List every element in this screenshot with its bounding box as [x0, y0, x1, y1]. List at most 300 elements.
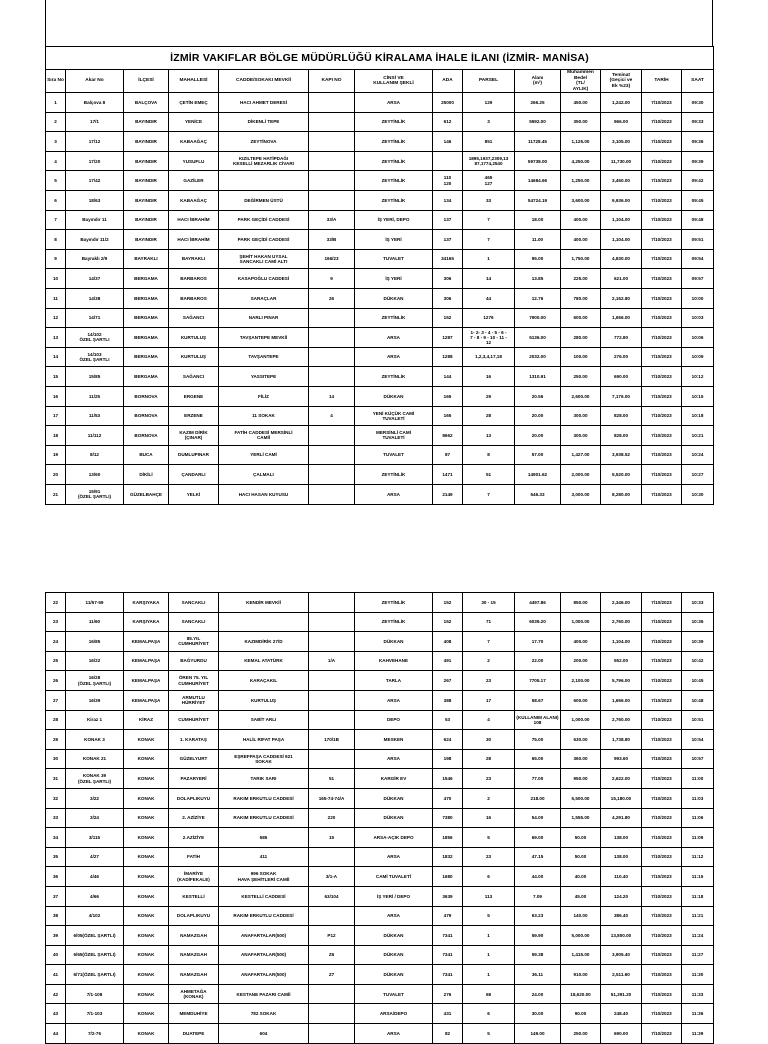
table-cell: 7/10/2023	[642, 1004, 682, 1024]
table-cell: MERSİNLİ CAMİ TUVALETİ	[355, 426, 433, 446]
table-cell: 7/10/2023	[642, 886, 682, 906]
table-cell: 29	[46, 730, 66, 750]
table-cell: 4	[463, 710, 515, 730]
table-cell: 1,427.00	[561, 445, 601, 465]
table-cell: 8662	[433, 426, 463, 446]
table-cell: BORNOVA	[124, 406, 169, 426]
table-cell: 10	[46, 269, 66, 289]
table-cell: 11/57-59	[66, 593, 124, 613]
table-cell: 2149	[433, 484, 463, 504]
table-cell	[309, 690, 355, 710]
table-cell: 1,104.00	[601, 230, 642, 250]
table-cell: 612	[433, 112, 463, 132]
table-cell: 910.00	[561, 965, 601, 985]
table-cell: 138.00	[601, 828, 642, 848]
table-cell: 3,450.00	[601, 171, 642, 191]
table-cell: GÜZELYURT	[169, 749, 219, 769]
table-cell	[309, 151, 355, 171]
column-header: Teminat (Geçici ve Ek %23)	[601, 70, 642, 93]
table-cell: 360.00	[561, 749, 601, 769]
table-cell: 10:57	[682, 749, 714, 769]
table-cell: BARBAROS	[169, 289, 219, 309]
table-cell: KONAK	[124, 1024, 169, 1044]
table-cell: 26	[309, 289, 355, 309]
table-cell: 8/12	[66, 445, 124, 465]
table-cell: 1,125.00	[561, 132, 601, 152]
table-cell: 5,500.00	[561, 788, 601, 808]
table-cell: 8,280.00	[601, 484, 642, 504]
table-cell: KONAK 21	[66, 749, 124, 769]
table-cell: 33	[463, 191, 515, 211]
table-cell: KAZIM DİRİK (ÇINAR)	[169, 426, 219, 446]
table-cell: DİKENLİ TEPE	[219, 112, 309, 132]
table-cell: 5	[463, 1024, 515, 1044]
table-cell: 1680	[433, 867, 463, 887]
table-cell: 11:00	[682, 769, 714, 789]
table-cell: KONAK 39 (ÖZEL ŞARTLI)	[66, 769, 124, 789]
table-cell: BORNOVA	[124, 426, 169, 446]
table-cell: 134	[433, 191, 463, 211]
table-cell: 44.00	[515, 867, 561, 887]
table-row	[46, 671, 714, 691]
table-cell: 450.00	[561, 93, 601, 113]
table-cell: 20.00	[515, 406, 561, 426]
table-cell: 152	[433, 593, 463, 613]
table-cell: 7	[463, 210, 515, 230]
table-row	[46, 112, 714, 132]
table-cell: 2,152.80	[601, 289, 642, 309]
table-cell: TARLA	[355, 671, 433, 691]
table-cell: 11:36	[682, 1004, 714, 1024]
table-cell: 10:51	[682, 710, 714, 730]
table-cell: 1	[46, 93, 66, 113]
table-cell: 24	[46, 632, 66, 652]
table-cell: 20	[46, 465, 66, 485]
table-cell: ÖREN 75. YIL CUMHURİYET	[169, 671, 219, 691]
table-cell: 7/10/2023	[642, 671, 682, 691]
table-cell: 11:03	[682, 788, 714, 808]
table-cell: 4,830.00	[601, 249, 642, 269]
table-cell	[309, 632, 355, 652]
table-cell: 7/10/2023	[642, 289, 682, 309]
column-header: TARİH	[642, 70, 682, 93]
table-row	[46, 1004, 714, 1024]
table-cell: 479	[433, 906, 463, 926]
table-cell: 10:36	[682, 612, 714, 632]
column-header: SAAT	[682, 70, 714, 93]
table-cell: 10:27	[682, 465, 714, 485]
table-cell: DOLAPLIKUYU	[169, 788, 219, 808]
table-cell: 16	[463, 367, 515, 387]
table-cell: İŞ YERİ, DEPO	[355, 210, 433, 230]
table-cell: 624	[433, 730, 463, 750]
table-cell: 7/10/2023	[642, 151, 682, 171]
table-cell: 14/71	[66, 308, 124, 328]
table-cell: 32	[46, 788, 66, 808]
table-cell: 85.YIL CUMHURİYET	[169, 632, 219, 652]
table-cell: 250.00	[561, 367, 601, 387]
table-cell: YENİ KÜÇÜK CAMİ TUVALETİ	[355, 406, 433, 426]
table-cell: Z6	[309, 945, 355, 965]
table-cell: KARGİR EV	[355, 769, 433, 789]
table-cell: 470	[433, 788, 463, 808]
table-cell: 1,250.00	[561, 171, 601, 191]
table-cell: 29	[463, 386, 515, 406]
table-cell: 5,796.00	[601, 671, 642, 691]
table-cell: YENİCE	[169, 112, 219, 132]
table-cell: SABİT ARLI	[219, 710, 309, 730]
table-cell: 3,600.00	[561, 191, 601, 211]
table-cell: KEMALPAŞA	[124, 690, 169, 710]
table-cell: BAYRAKLI	[169, 249, 219, 269]
table-cell: 18/63	[66, 191, 124, 211]
table-cell: ZEYTİNLİK	[355, 465, 433, 485]
table-cell: 7.09	[515, 886, 561, 906]
table-cell: KARŞIYAKA	[124, 593, 169, 613]
table-cell: 7/10/2023	[642, 249, 682, 269]
table-cell: 10:39	[682, 632, 714, 652]
table-cell: 19	[46, 445, 66, 465]
table-cell: BARBAROS	[169, 269, 219, 289]
table-cell: 7/10/2023	[642, 386, 682, 406]
table-cell: 3,000.00	[561, 484, 601, 504]
table-cell: 600.00	[561, 308, 601, 328]
table-cell: ZEYTİNLİK	[355, 112, 433, 132]
table-cell: 95.00	[515, 249, 561, 269]
table-cell: 21	[46, 484, 66, 504]
table-cell	[309, 112, 355, 132]
table-cell	[309, 171, 355, 191]
table-cell: 09:51	[682, 230, 714, 250]
table-cell: 47.15	[515, 847, 561, 867]
table-row	[46, 328, 714, 348]
table-cell: 7/10/2023	[642, 965, 682, 985]
table-cell: 306	[433, 269, 463, 289]
table-cell: 7/10/2023	[642, 171, 682, 191]
table-cell: BUCA	[124, 445, 169, 465]
table-cell: Balçova 8	[66, 93, 124, 113]
table-cell: 6	[46, 191, 66, 211]
table-cell: 59738.00	[515, 151, 561, 171]
table-cell: 2. AZİZİYE	[169, 808, 219, 828]
table-cell: ERZENE	[169, 406, 219, 426]
table-cell: 5	[463, 828, 515, 848]
column-header: Sıra No	[46, 70, 66, 93]
table-cell: 225.00	[561, 269, 601, 289]
table-cell: 7/10/2023	[642, 945, 682, 965]
table-cell: 7/10/2023	[642, 828, 682, 848]
table-cell: 10:24	[682, 445, 714, 465]
table-cell: 1- 2- 3 - 4 - 5 - 6 - 7 - 8 - 9 - 10 - 11 - 12	[463, 328, 515, 348]
table-cell: KARAÇAKIL	[219, 671, 309, 691]
table-cell: 7/10/2023	[642, 749, 682, 769]
table-cell: 7	[46, 210, 66, 230]
table-cell: 1	[463, 965, 515, 985]
table-cell: 1/A	[309, 651, 355, 671]
table-cell: MEMDUHİYE	[169, 1004, 219, 1024]
table-cell: 165	[433, 406, 463, 426]
table-row	[46, 984, 714, 1004]
table-cell: 7/10/2023	[642, 210, 682, 230]
table-cell: 7/10/2023	[642, 710, 682, 730]
table-cell: 1471	[433, 465, 463, 485]
table-cell: TARIK SARI	[219, 769, 309, 789]
table-cell: 5	[463, 906, 515, 926]
table-cell	[309, 847, 355, 867]
table-cell: 2	[463, 788, 515, 808]
table-cell: 14	[46, 347, 66, 367]
table-cell: 11/112	[66, 426, 124, 446]
table-cell: 7	[463, 230, 515, 250]
table-cell: 828.00	[601, 426, 642, 446]
table-cell: 11.00	[515, 230, 561, 250]
table-cell: 51	[463, 465, 515, 485]
table-cell: 2032.00	[515, 347, 561, 367]
table-cell: 54724.19	[515, 191, 561, 211]
table-cell: 851	[463, 132, 515, 152]
table-cell: 6/71(ÖZEL ŞARTLI)	[66, 965, 124, 985]
table-cell: ARSA	[355, 347, 433, 367]
listing-table-1	[45, 46, 714, 505]
table-cell: 1,656.00	[601, 308, 642, 328]
table-cell: 3	[463, 112, 515, 132]
table-row	[46, 210, 714, 230]
table-cell	[309, 1024, 355, 1044]
table-cell: Kiraz 1	[66, 710, 124, 730]
table-cell: 10:15	[682, 386, 714, 406]
table-cell: 13	[46, 328, 66, 348]
table-cell: ÇETİN EMEÇ	[169, 93, 219, 113]
table-cell: 7/10/2023	[642, 769, 682, 789]
table-cell: 4,250.00	[561, 151, 601, 171]
table-cell: 58.67	[515, 690, 561, 710]
table-cell: DÜKKAN	[355, 289, 433, 309]
table-row	[46, 1024, 714, 1044]
table-cell: AHMETAĞA (KONAK)	[169, 984, 219, 1004]
table-row	[46, 710, 714, 730]
table-row	[46, 426, 714, 446]
table-cell: 7/10/2023	[642, 808, 682, 828]
table-cell: 11728.45	[515, 132, 561, 152]
table-cell: 14/102 ÖZEL ŞARTLI	[66, 328, 124, 348]
table-cell: 10:45	[682, 671, 714, 691]
table-cell: ANAFARTALAR(500)	[219, 945, 309, 965]
table-cell: 7/10/2023	[642, 132, 682, 152]
table-cell: 248.40	[601, 1004, 642, 1024]
table-cell: 4497.86	[515, 593, 561, 613]
table-cell: 266.25	[515, 93, 561, 113]
table-cell: BALÇOVA	[124, 93, 169, 113]
table-cell: 7/10/2023	[642, 347, 682, 367]
table-cell: 31	[46, 769, 66, 789]
table-cell: 33/B	[309, 230, 355, 250]
table-cell: 950.00	[561, 769, 601, 789]
table-cell: DEĞİRMEN ÜSTÜ	[219, 191, 309, 211]
table-cell: 1276	[463, 308, 515, 328]
table-cell: 137	[433, 210, 463, 230]
table-cell: 10:30	[682, 484, 714, 504]
table-cell: 18,620.00	[561, 984, 601, 1004]
table-cell: KONAK	[124, 867, 169, 887]
column-header: Muhammen Bedel (TL/ AYLIK)	[561, 70, 601, 93]
table-cell: 3/115	[66, 828, 124, 848]
table-row	[46, 347, 714, 367]
table-cell: 7/1-108	[66, 984, 124, 1004]
table-cell: ZEYTİNLİK	[355, 612, 433, 632]
table-cell: 53	[433, 710, 463, 730]
table-cell: 300.00	[561, 426, 601, 446]
table-cell: PARK GEÇİDİ CADDESİ	[219, 210, 309, 230]
table-cell: 4,291.80	[601, 808, 642, 828]
table-row	[46, 230, 714, 250]
table-cell: 26	[46, 671, 66, 691]
table-cell: 44	[46, 1024, 66, 1044]
table-cell: 166/23	[309, 249, 355, 269]
table-cell: ANAFARTALAR(500)	[219, 926, 309, 946]
table-cell: 16/85	[66, 632, 124, 652]
table-row	[46, 749, 714, 769]
table-cell: 2,100.00	[561, 671, 601, 691]
table-cell: 33/A	[309, 210, 355, 230]
table-cell: 996 SOKAK HAVA ŞEHİTLERİ CAMİİ	[219, 867, 309, 887]
table-cell: KURTULUŞ	[219, 690, 309, 710]
table-cell: 1,656.00	[601, 690, 642, 710]
table-cell: 7/10/2023	[642, 612, 682, 632]
table-cell: KONAK	[124, 788, 169, 808]
table-cell: 10:00	[682, 289, 714, 309]
table-cell: 1856	[433, 828, 463, 848]
table-cell: 09:48	[682, 210, 714, 230]
table-cell: 7/10/2023	[642, 788, 682, 808]
table-cell: 8	[46, 230, 66, 250]
table-row	[46, 367, 714, 387]
table-cell: 7/10/2023	[642, 112, 682, 132]
table-row	[46, 965, 714, 985]
column-header: Alanı (m²)	[515, 70, 561, 93]
table-cell	[219, 612, 309, 632]
table-cell: 4/27	[66, 847, 124, 867]
table-cell: 5	[46, 171, 66, 191]
table-cell: 1287	[433, 328, 463, 348]
table-row	[46, 465, 714, 485]
table-cell: ERGENE	[169, 386, 219, 406]
table-cell: DÜKKAN	[355, 788, 433, 808]
table-cell: 17	[463, 690, 515, 710]
table-cell: ZEYTİNLİK	[355, 593, 433, 613]
table-cell: 3,105.00	[601, 132, 642, 152]
table-cell: 3639	[433, 886, 463, 906]
table-cell: 280.00	[561, 328, 601, 348]
table-cell: BAĞYURDU	[169, 651, 219, 671]
table-cell: ARSA	[355, 1024, 433, 1044]
table-cell: 170/1B	[309, 730, 355, 750]
table-cell: NARLI PINAR	[219, 308, 309, 328]
table-cell: NAMAZGAH	[169, 945, 219, 965]
table-cell	[309, 426, 355, 446]
table-cell: 2,511.60	[601, 965, 642, 985]
column-header: KAPI NO	[309, 70, 355, 93]
table-cell: 6	[463, 1004, 515, 1024]
table-cell: YASSITEPE	[219, 367, 309, 387]
table-cell: 09:42	[682, 171, 714, 191]
table-cell: BAYINDIR	[124, 230, 169, 250]
table-cell: 12	[46, 308, 66, 328]
table-cell: 165-74-74/A	[309, 788, 355, 808]
table-row	[46, 445, 714, 465]
table-cell: BERGAMA	[124, 367, 169, 387]
table-row	[46, 886, 714, 906]
table-cell: SARAÇLAR	[219, 289, 309, 309]
table-row	[46, 93, 714, 113]
table-cell: 7/10/2023	[642, 367, 682, 387]
table-cell: 1	[463, 926, 515, 946]
table-cell: KONAK	[124, 926, 169, 946]
table-cell: ARSA	[355, 847, 433, 867]
table-row	[46, 867, 714, 887]
table-cell: 15/85	[66, 367, 124, 387]
table-cell: 24.00	[515, 984, 561, 1004]
table-cell: 431	[433, 1004, 463, 1024]
table-cell: 23	[463, 847, 515, 867]
table-row	[46, 151, 714, 171]
table-cell: 850.00	[561, 593, 601, 613]
table-cell: 23	[46, 612, 66, 632]
table-cell: 11,730.00	[601, 151, 642, 171]
table-cell: 34	[46, 828, 66, 848]
table-cell	[309, 484, 355, 504]
table-cell: Bayındır 11/2	[66, 230, 124, 250]
table-cell: 11:33	[682, 984, 714, 1004]
table-cell: 16/28 (ÖZEL ŞARTLI)	[66, 671, 124, 691]
table-cell: TAVŞANTEPE	[219, 347, 309, 367]
table-row	[46, 847, 714, 867]
table-cell: 11:30	[682, 965, 714, 985]
table-cell: 54.00	[515, 808, 561, 828]
table-cell: 09:57	[682, 269, 714, 289]
table-cell: 772.80	[601, 328, 642, 348]
table-cell: HACI AHMET DERESİ	[219, 93, 309, 113]
table-cell: 10:12	[682, 367, 714, 387]
column-header: PARSEL	[463, 70, 515, 93]
table-row	[46, 651, 714, 671]
table-cell: 33	[46, 808, 66, 828]
table-cell: 1895,1937,2309,13 87,1774,2540	[463, 151, 515, 171]
table-cell: 408	[433, 632, 463, 652]
table-cell: KAZIMDİRİK 27/D	[219, 632, 309, 652]
table-cell: 621.00	[601, 269, 642, 289]
table-cell: 69.00	[515, 828, 561, 848]
table-cell: 28	[46, 710, 66, 730]
table-cell: 09:45	[682, 191, 714, 211]
table-cell: 90.00	[561, 1004, 601, 1024]
table-cell: 7341	[433, 965, 463, 985]
table-cell: 15	[46, 367, 66, 387]
table-cell: 7/10/2023	[642, 406, 682, 426]
table-cell: 45.00	[561, 886, 601, 906]
table-cell: 7/10/2023	[642, 651, 682, 671]
table-cell: BAYRAKLI	[124, 249, 169, 269]
table-cell: DEPO	[355, 710, 433, 730]
table-cell: 16	[46, 386, 66, 406]
table-cell: 57.00	[515, 445, 561, 465]
table-cell: 42	[46, 984, 66, 1004]
table-cell: 16/39	[66, 690, 124, 710]
table-cell: 9	[46, 249, 66, 269]
table-cell: DUMLUPINAR	[169, 445, 219, 465]
table-cell: 1	[463, 249, 515, 269]
table-cell: ZEYTİNLİK	[355, 171, 433, 191]
listing-sheet-1	[45, 46, 713, 505]
